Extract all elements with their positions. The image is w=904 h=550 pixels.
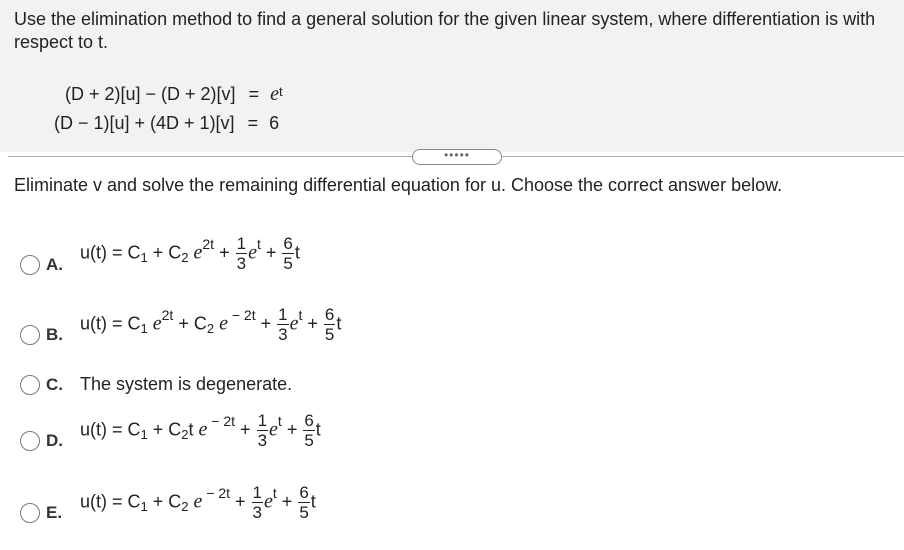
b-sub2: 2 bbox=[206, 321, 215, 337]
option-letter-a: A. bbox=[46, 255, 63, 274]
b-frac2 bbox=[324, 305, 335, 344]
eq2-equals: = bbox=[247, 113, 259, 133]
a-mid1: + C bbox=[147, 242, 182, 263]
eq1-exp: t bbox=[279, 84, 283, 99]
option-c[interactable] bbox=[20, 372, 340, 398]
d-e2: e bbox=[269, 418, 278, 441]
radio-b[interactable] bbox=[20, 325, 40, 345]
a-exp1: 2t bbox=[202, 236, 215, 253]
e-frac2 bbox=[298, 483, 309, 522]
eq2-right: 6 bbox=[269, 113, 280, 133]
option-d[interactable] bbox=[20, 411, 420, 458]
a-plus1: + bbox=[214, 242, 235, 263]
d-sub2: 2 bbox=[181, 427, 189, 443]
radio-e[interactable] bbox=[20, 503, 40, 523]
a-frac1-den: 3 bbox=[236, 254, 247, 273]
d-mid2: t bbox=[188, 419, 194, 440]
b-frac1-num: 1 bbox=[278, 305, 288, 324]
eq2-left: (D − 1)[u] + (4D + 1)[v] bbox=[54, 113, 235, 133]
d-frac2 bbox=[303, 411, 314, 450]
e-exp2: t bbox=[272, 485, 277, 502]
e-mid1: + C bbox=[147, 491, 182, 512]
b-frac2-den: 5 bbox=[324, 325, 335, 344]
radio-d[interactable] bbox=[20, 431, 40, 451]
a-sub2: 2 bbox=[181, 250, 189, 266]
option-letter-d: D. bbox=[46, 431, 63, 450]
problem-statement: Use the elimination method to find a general solution for the given linear system, where differentiation is with respect to t. bbox=[14, 9, 876, 52]
a-prefix: u(t) = C bbox=[80, 242, 141, 263]
e-frac1-den: 3 bbox=[252, 503, 263, 522]
a-frac1-num: 1 bbox=[236, 234, 247, 253]
b-mid1: + C bbox=[173, 313, 207, 334]
radio-a[interactable] bbox=[20, 255, 40, 275]
option-letter-b: B. bbox=[46, 325, 63, 344]
b-sub1: 1 bbox=[140, 321, 148, 337]
expand-more-button[interactable]: ••••• bbox=[412, 149, 502, 165]
e-frac1-num: 1 bbox=[252, 483, 263, 502]
option-e-answer bbox=[80, 483, 316, 522]
d-frac2-den: 5 bbox=[304, 431, 314, 450]
b-frac2-num: 6 bbox=[324, 305, 335, 324]
option-e[interactable] bbox=[20, 483, 420, 530]
d-mid1: + C bbox=[147, 419, 182, 440]
b-plus1: + bbox=[255, 313, 277, 334]
b-tail: t bbox=[336, 313, 342, 334]
option-d-answer bbox=[80, 411, 321, 450]
b-exp1: 2t bbox=[161, 307, 174, 324]
b-e2: e bbox=[214, 312, 228, 335]
e-frac2-den: 5 bbox=[299, 503, 309, 522]
e-plus2: + bbox=[276, 491, 298, 512]
d-exp2: t bbox=[277, 413, 282, 430]
b-frac1-den: 3 bbox=[278, 325, 288, 344]
a-e1: e bbox=[188, 241, 203, 264]
e-sub1: 1 bbox=[140, 499, 148, 515]
eq1-equals: = bbox=[248, 84, 260, 104]
d-e1: e bbox=[193, 418, 208, 441]
d-plus2: + bbox=[281, 419, 303, 440]
a-exp2: t bbox=[256, 236, 261, 253]
e-prefix: u(t) = C bbox=[80, 491, 141, 512]
d-prefix: u(t) = C bbox=[80, 419, 141, 440]
e-tail: t bbox=[310, 491, 316, 512]
b-e1: e bbox=[147, 312, 162, 335]
a-sub1: 1 bbox=[140, 250, 148, 266]
d-tail: t bbox=[315, 419, 321, 440]
option-b[interactable] bbox=[20, 303, 440, 347]
a-e2: e bbox=[248, 241, 257, 264]
e-e1: e bbox=[188, 490, 203, 513]
b-exp2: − 2t bbox=[227, 307, 256, 324]
radio-c[interactable] bbox=[20, 375, 40, 395]
d-frac1-num: 1 bbox=[257, 411, 268, 430]
a-tail: t bbox=[294, 242, 300, 263]
d-plus1: + bbox=[235, 419, 256, 440]
e-frac1 bbox=[252, 483, 263, 522]
option-a[interactable] bbox=[20, 232, 420, 276]
b-frac1 bbox=[277, 305, 288, 344]
b-prefix: u(t) = C bbox=[80, 313, 141, 334]
d-sub1: 1 bbox=[140, 427, 148, 443]
b-plus2: + bbox=[302, 313, 323, 334]
equation-2 bbox=[54, 113, 279, 134]
eq1-e: e bbox=[270, 83, 279, 105]
d-exp1: − 2t bbox=[207, 413, 236, 430]
e-e2: e bbox=[264, 490, 273, 513]
e-sub2: 2 bbox=[181, 499, 189, 515]
a-frac1 bbox=[236, 234, 247, 273]
option-b-answer bbox=[80, 305, 341, 344]
a-frac2-num: 6 bbox=[283, 234, 293, 253]
option-c-answer: The system is degenerate. bbox=[80, 374, 293, 394]
a-frac2-den: 5 bbox=[283, 254, 293, 273]
b-exp3: t bbox=[298, 307, 303, 324]
eq1-left: (D + 2)[u] − (D + 2)[v] bbox=[65, 84, 236, 104]
option-letter-c: C. bbox=[46, 375, 63, 394]
e-plus1: + bbox=[230, 491, 251, 512]
a-frac2 bbox=[282, 234, 293, 273]
d-frac1-den: 3 bbox=[257, 431, 268, 450]
d-frac1 bbox=[257, 411, 268, 450]
option-letter-e: E. bbox=[46, 503, 63, 522]
option-a-answer bbox=[80, 234, 300, 273]
a-plus2: + bbox=[260, 242, 282, 263]
e-exp1: − 2t bbox=[202, 485, 231, 502]
e-frac2-num: 6 bbox=[299, 483, 309, 502]
d-frac2-num: 6 bbox=[304, 411, 314, 430]
b-e3: e bbox=[289, 312, 299, 335]
question-text: Eliminate v and solve the remaining differential equation for u. Choose the correct answer below. bbox=[14, 175, 783, 195]
equation-1 bbox=[65, 83, 283, 106]
